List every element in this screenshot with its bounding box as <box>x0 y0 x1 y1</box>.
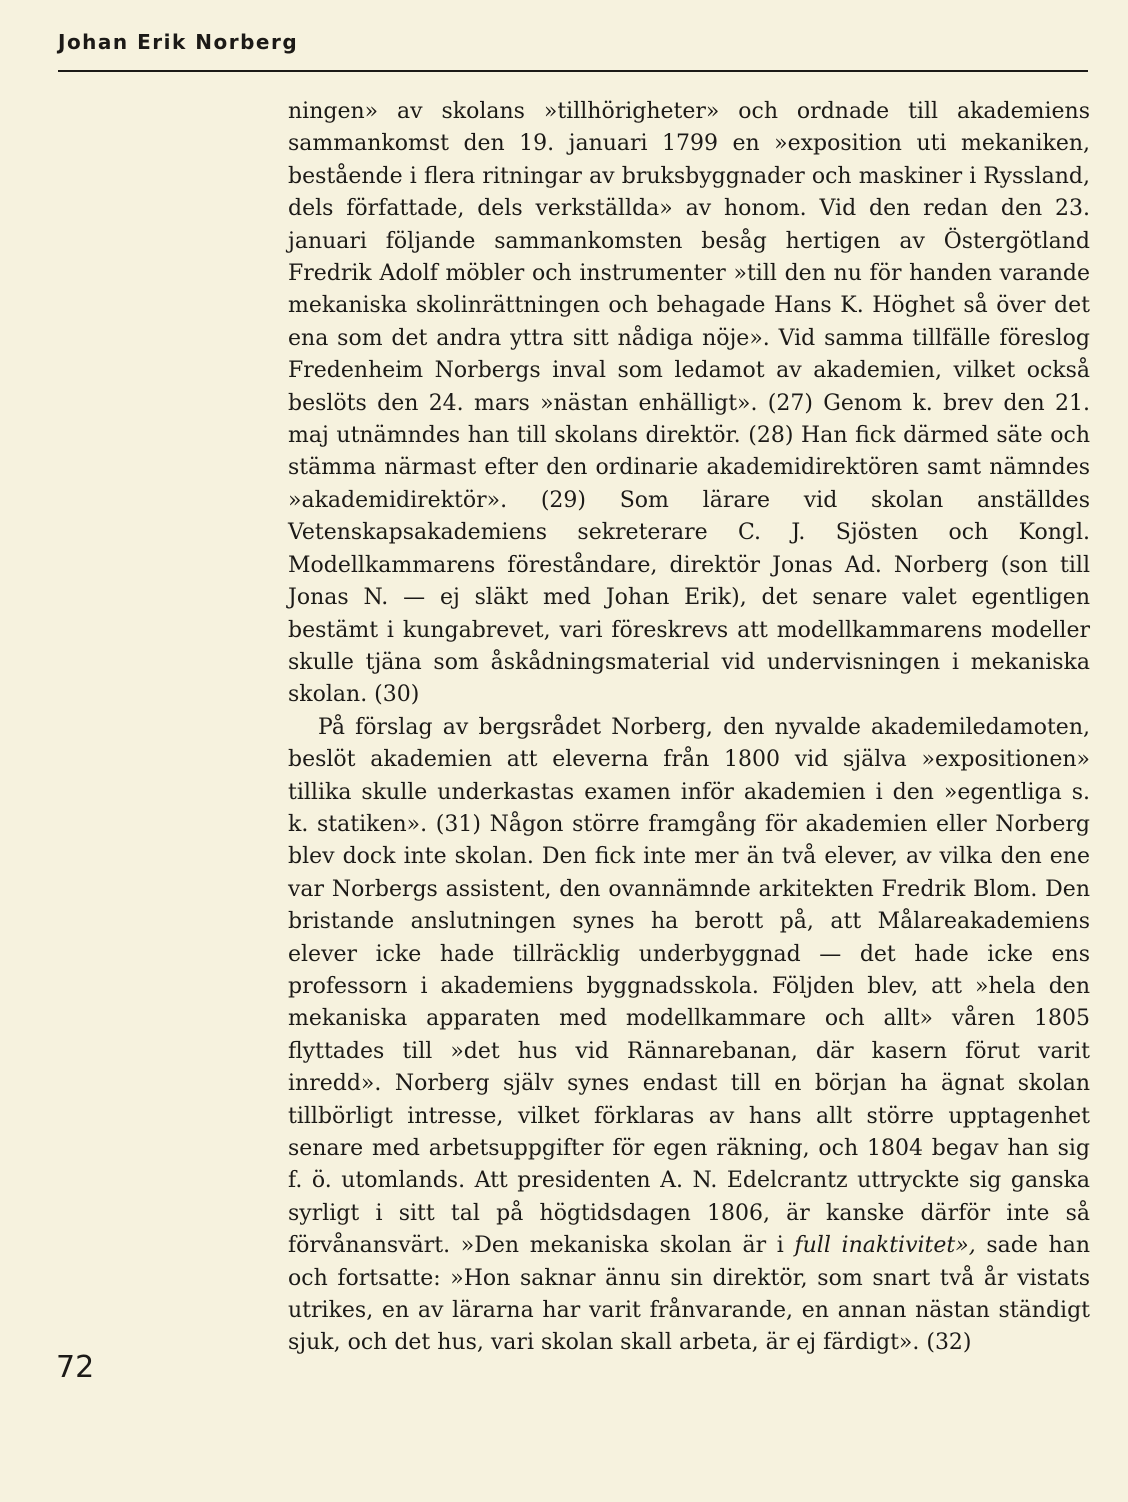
italic-quote: full inaktivitet», <box>794 1233 976 1259</box>
paragraph-2 <box>288 712 1090 1360</box>
body-text <box>288 96 1090 1360</box>
header-rule <box>58 70 1088 72</box>
paragraph-1: ningen» av skolans »tillhörigheter» och ordnade till akademiens sammankomst den 19. januari 1799 en »exposition uti mekaniken, bestående i flera ritningar av bruksbyggnader och maskiner i Ryssland, dels författade, dels verkställda» av honom. Vid den redan den 23. januari följande sammankomsten besåg hertigen av Östergötland Fredrik Adolf möbler och instrumenter »till den nu för handen varande mekaniska skolinrättningen och behagade Hans K. Höghet så över det ena som det andra yttra sitt nådiga nöje». Vid samma tillfälle föreslog Fredenheim Norbergs inval som ledamot av akademien, vilket också beslöts den 24. mars »nästan enhälligt». (27) Genom k. brev den 21. maj utnämndes han till skolans direktör. (28) Han fick därmed säte och stämma närmast efter den ordinarie akademidirektören samt nämndes »akademidirektör». (29) Som lärare vid skolan anställdes Vetenskapsakademiens sekreterare C. J. Sjösten och Kongl. Modellkammarens föreståndare, direktör Jonas Ad. Norberg (son till Jonas N. — ej släkt med Johan Erik), det senare valet egentligen bestämt i kungabrevet, vari föreskrevs att modellkammarens modeller skulle tjäna som åskådningsmaterial vid undervisningen i mekaniska skolan. (30) <box>288 99 1090 708</box>
paragraph-2-part-2: sade han och fortsatte: »Hon saknar ännu sin direktör, som snart två år vistats utrikes, en av lärarna har varit frånvarande, en annan nästan ständigt sjuk, och det hus, vari skolan skall arbeta, är ej färdigt». (32) <box>288 1233 1090 1356</box>
running-header: Johan Erik Norberg <box>58 30 299 54</box>
page-number: 72 <box>56 1350 95 1385</box>
paragraph-2-part-1: På förslag av bergsrådet Norberg, den nyvalde akademiledamoten, beslöt akademien att eleverna från 1800 vid själva »expositionen» tillika skulle underkastas examen inför akademien i den »egentliga s. k. statiken». (31) Någon större framgång för akademien eller Norberg blev dock inte skolan. Den fick inte mer än två elever, av vilka den ene var Norbergs assistent, den ovannämnde arkitekten Fredrik Blom. Den bristande anslutningen synes ha berott på, att Målareakademiens elever icke hade tillräcklig underbyggnad — det hade icke ens professorn i akademiens byggnadsskola. Följden blev, att »hela den mekaniska apparaten med modellkammare och allt» våren 1805 flyttades till »det hus vid Rännarebanan, där kasern förut varit inredd». Norberg själv synes endast till en början ha ägnat skolan tillbörligt intresse, vilket förklaras av hans allt större upptagenhet senare med arbetsuppgifter för egen räkning, och 1804 begav han sig f. ö. utomlands. Att presidenten A. N. Edelcrantz uttryckte sig ganska syrligt i sitt tal på högtidsdagen 1806, är kanske därför inte så förvånansvärt. »Den mekaniska skolan är i <box>288 714 1090 1259</box>
